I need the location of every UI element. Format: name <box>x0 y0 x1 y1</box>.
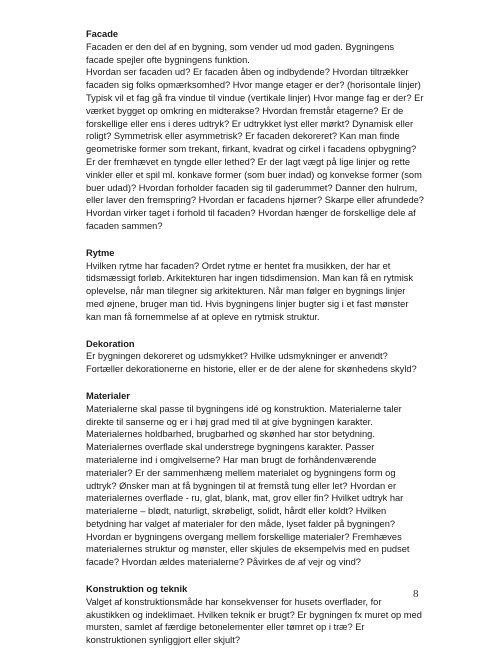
section-heading: Facade <box>86 29 119 39</box>
section-konstruktion <box>86 583 424 647</box>
section-dekoration <box>86 338 424 376</box>
page-number: 8 <box>413 588 419 600</box>
document-page <box>86 28 424 661</box>
section-heading: Konstruktion og teknik <box>86 584 188 595</box>
section-paragraph: Facaden er den del af en bygning, som vender ud mod gaden. Bygningens facade spejler ofte bygningens funktion. <box>86 41 395 65</box>
section-paragraph: Valget af konstruktionsmåde har konsekvenser for husets overflader, for akustikken og indeklimaet. Hvilken teknik er brugt? Er bygningen fx muret op med mursten, samlet af færdige betonelementer eller tømret op i træ? Er konstruktionen synliggjort eller skjult? <box>86 596 422 646</box>
section-heading: Dekoration <box>86 338 135 349</box>
section-heading: Materialer <box>86 390 130 401</box>
section-paragraph: Hvordan ser facaden ud? Er facaden åben og indbydende? Hvordan tiltrækker facaden sig folks opmærksomhed? Hvor mange etager er der? (horisontale linjer) Typisk vil et fag gå fra vindue til vindue (vertikale linjer) Hvor mange fag er der? Er værket bygget op omkring en midterakse? Hvordan fremstår etagerne? Er de forskellige eller ens i deres udtryk? Er udtrykket lyst eller mørkt? Dynamisk eller roligt? Symmetrisk eller asymmetrisk? Er facaden dekoreret? Kan man finde geometriske former som trekant, firkant, kvadrat og cirkel i facadens opbygning? Er der fremhævet en tyngde eller lethed? Er der lagt vægt på lige linjer og rette vinkler eller et spil ml. konkave former (som buer indad) og konvekse former (som buer udad)? Hvordan forholder facaden sig til gaderummet? Danner den hulrum, eller laver den fremspring? Hvordan er facadens hjørner? Skarpe eller afrundede? Hvordan virker taget i forhold til facaden? Hvordan hænger de forskellige dele af facaden sammen? <box>86 67 424 231</box>
section-materialer <box>86 390 424 569</box>
section-heading: Rytme <box>86 247 115 258</box>
section-paragraph: Hvilken rytme har facaden? Ordet rytme er hentet fra musikken, der har et tidsmæssigt forløb. Arkitekturen har ingen tidsdimension. Man kan få en rytmisk oplevelse, når man tilegner sig arkitekturen. Når man følger en bygnings linjer med øjnene, bruger man tid. Hvis bygningens linjer bugter sig i et fast mønster kan man få fornemmelse af at opleve en rytmisk struktur. <box>86 260 414 322</box>
section-paragraph: Fortæller dekorationerne en historie, eller er de der alene for skønhedens skyld? <box>86 364 417 375</box>
section-facade <box>86 28 424 233</box>
section-paragraph: Materialerne skal passe til bygningens idé og konstruktion. Materialerne taler direkte til sanserne og er i høj grad med til at give bygningen karakter. Materialernes holdbarhed, brugbarhed og skønhed har stor betydning. Materialernes overflade skal understrege bygningens karakter. Passer materialerne ind i omgivelserne? Har man brugt de forhåndenværende materialer? Er der sammenhæng mellem materialet og bygningens form og udtryk? Ønsker man at få bygningen til at fremstå tung eller let? Hvordan er materialernes overflade - ru, glat, blank, mat, grov eller fin? Hvilket udtryk har materialerne – blødt, naturligt, skrøbeligt, solidt, hårdt eller koldt? Hvilken betydning har valget af materialer for den måde, lyset falder på bygningen? Hvordan er bygningens overgang mellem forskellige materialer? Fremhæves materialernes struktur og mønster, eller skjules de eksempelvis med en pudset facade? Hvordan ældes materialerne? Påvirkes de af vejr og vind? <box>86 403 410 568</box>
section-rytme <box>86 247 424 324</box>
section-paragraph: Er bygningen dekoreret og udsmykket? Hvilke udsmykninger er anvendt? <box>86 351 388 362</box>
